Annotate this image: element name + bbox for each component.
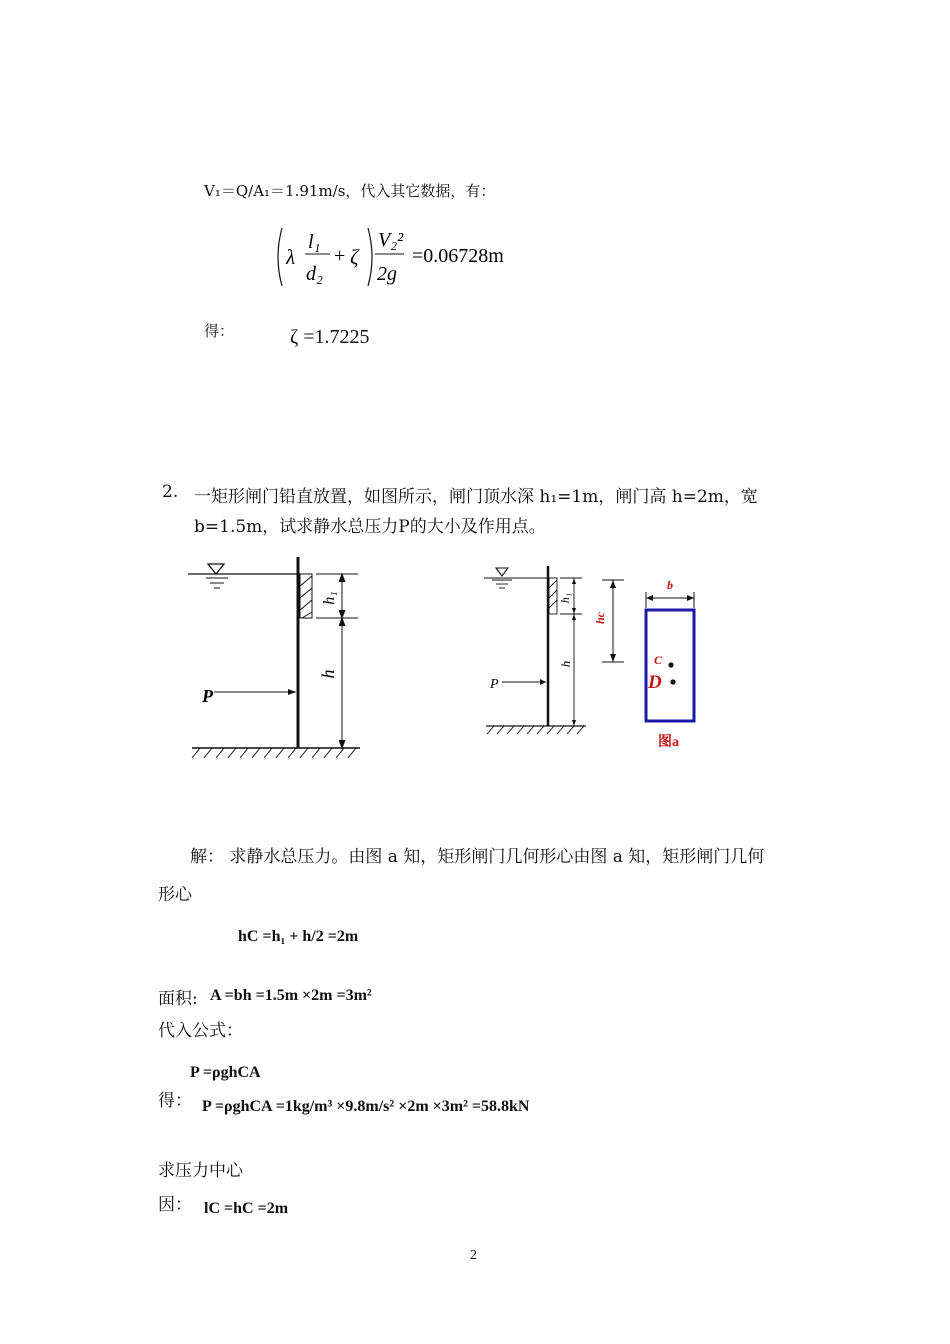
problem-line-1: 一矩形闸门铅直放置，如图所示，闸门顶水深 h₁=1m，闸门高 h=2m，宽 xyxy=(194,487,758,507)
ground-hatch xyxy=(192,748,356,758)
lc-equation: lC =hC =2m xyxy=(204,1200,289,1217)
substitute-label: 代入公式： xyxy=(158,1021,243,1041)
label-P: P xyxy=(202,686,213,706)
right-paren xyxy=(368,228,372,286)
eq-lambda: λ xyxy=(286,245,296,269)
label-hc: hc xyxy=(593,612,607,624)
problem-line-2: b=1.5m，试求静水总压力P的大小及作用点。 xyxy=(194,517,546,537)
page-number: 2 xyxy=(470,1248,477,1263)
water-surface-icon xyxy=(208,564,224,574)
eq-plus: + xyxy=(334,245,346,267)
label-C: C xyxy=(654,653,663,667)
center-title: 求压力中心 xyxy=(158,1161,243,1181)
hc-equation: hC =h₁ + h/2 =2m xyxy=(238,928,359,945)
label-P-right: P xyxy=(490,677,499,692)
eq-2g: 2g xyxy=(377,263,397,285)
eq-l1: l₁ xyxy=(308,231,321,253)
de-label-1: 得： xyxy=(204,322,235,340)
pressure-center-point xyxy=(670,679,675,684)
left-paren xyxy=(278,228,282,286)
solution-line-1: 解： 求静水总压力。由图 a 知，矩形闸门几何形心由图 a 知，矩形闸门几何 xyxy=(190,847,765,867)
figure-caption: 图a xyxy=(658,735,679,750)
eq-d2: d₂ xyxy=(306,263,323,285)
de-label-2: 得： xyxy=(158,1091,192,1111)
gate-diagram-right xyxy=(482,562,707,757)
equation-head-loss xyxy=(272,222,572,292)
eq-zeta: ζ xyxy=(350,245,359,269)
label-h: h xyxy=(318,669,338,679)
label-h1-right: h₁ xyxy=(558,592,572,604)
water-surface-icon-right xyxy=(496,568,508,576)
centroid-point xyxy=(668,662,673,667)
label-h-right: h xyxy=(558,660,573,668)
label-h1: h₁ xyxy=(321,591,338,605)
p-formula: P =ρghCA xyxy=(190,1064,261,1081)
equation-svg xyxy=(272,222,572,292)
yin-label: 因： xyxy=(158,1195,192,1215)
eq-result: =0.06728m xyxy=(412,245,504,267)
zeta-result: ζ =1.7225 xyxy=(290,326,370,348)
p-result: P =ρghCA =1kg/m³ ×9.8m/s² ×2m ×3m² =58.8kN xyxy=(202,1098,530,1115)
label-D: D xyxy=(648,672,662,693)
area-equation: A =bh =1.5m ×2m =3m² xyxy=(210,987,372,1004)
figure-left xyxy=(188,552,368,767)
ground-hatch-right xyxy=(487,726,584,734)
solution-line-2: 形心 xyxy=(158,885,192,905)
gate-diagram-left xyxy=(188,552,368,767)
velocity-line: V₁＝Q/A₁＝1.91m/s，代入其它数据，有： xyxy=(204,182,496,200)
area-label: 面积: xyxy=(158,989,198,1009)
figure-right xyxy=(482,562,707,757)
problem-number: 2. xyxy=(162,482,179,502)
label-b: b xyxy=(667,578,673,592)
eq-v2sq: V₂² xyxy=(378,229,404,251)
